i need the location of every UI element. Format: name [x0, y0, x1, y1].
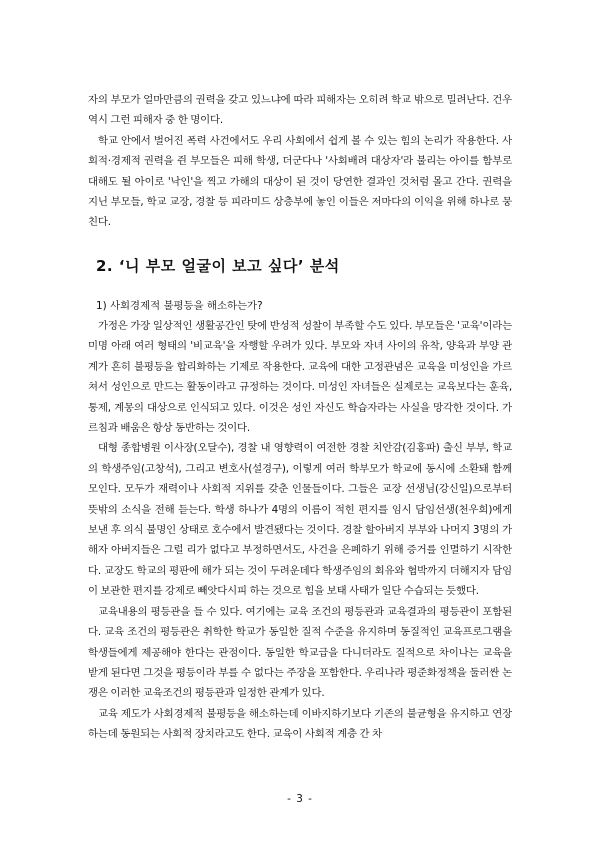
page-number: - 3 -: [287, 793, 313, 805]
intro-text: [88, 90, 512, 233]
body-paragraph-2: 대형 종합병원 이사장(오달수), 경찰 내 영향력이 여전한 경찰 치안감(김홍파) 출신 부부, 학교의 학생주임(고창석), 그리고 변호사(설경구), 이렇게 여러 학부모가 학교에 동시에 소환돼 함께 모인다. 모두가 재력이나 사회적 지위를 갖춘 인물들이다. 그들은 교장 선생님(강신일)으로부터 뜻밖의 소식을 전해 듣는다. 학생 하나가 4명의 이름이 적힌 편지를 임시 담임선생(천우희)에게 보낸 후 의식 불명인 상태로 호수에서 발견됐다는 것이다. 경찰 할아버지 부부와 나머지 3명의 가해자 아버지들은 그럴 리가 없다고 부정하면서도, 사건을 은폐하기 위해 증거를 인멸하기 시작한다. 교장도 학교의 평판에 해가 되는 것이 두려운데다 학생주임의 회유와 협박까지 더해지자 담임이 보관한 편지를 강제로 빼앗다시피 하는 것으로 힘을 보태 사태가 일단 수습되는 듯했다.: [88, 442, 512, 598]
section-heading: 2. ‘니 부모 얼굴이 보고 싶다’ 분석: [96, 257, 340, 275]
intro-paragraph-2: 학교 안에서 벌어진 폭력 사건에서도 우리 사회에서 쉽게 볼 수 있는 힘의 논리가 작용한다. 사회적·경제적 권력을 쥔 부모들은 피해 학생, 더군다나 '사회배려 대상자'라 불리는 아이를 함부로 대해도 될 아이로 '낙인'을 찍고 가해의 대상이 된 것이 당연한 결과인 것처럼 몰고 간다. 권력을 지닌 부모들, 학교 교장, 경찰 등 피라미드 상층부에 놓인 이들은 저마다의 이익을 위해 하나로 뭉친다.: [88, 134, 512, 229]
body-paragraph-4: 교육 제도가 사회경제적 불평등을 해소하는데 이바지하기보다 기존의 불균형을 유지하고 연장하는데 동원되는 사회적 장치라고도 한다. 교육이 사회적 계층 간 차: [88, 707, 512, 741]
intro-paragraph-1: 자의 부모가 얼마만큼의 권력을 갖고 있느냐에 따라 피해자는 오히려 학교 밖으로 밀려난다. 건우 역시 그런 피해자 중 한 명이다.: [88, 94, 512, 127]
sub-heading: 1) 사회경제적 불평등을 해소하는가?: [96, 300, 263, 312]
body-text: [88, 316, 512, 745]
body-paragraph-1: 가정은 가장 일상적인 생활공간인 탓에 반성적 성찰이 부족할 수도 있다. 부모들은 '교육'이라는 미명 아래 여러 형태의 '비교육'을 자행할 우려가 있다. 부모와 자녀 사이의 유착, 양육과 부양 관계가 흔히 불평등을 합리화하는 기제로 작용한다. 교육에 대한 고정관념은 교육을 미성인을 가르쳐서 성인으로 만드는 활동이라고 규정하는 것이다. 미성인 자녀들은 실제로는 교육보다는 훈육, 통제, 계몽의 대상으로 인식되고 있다. 이것은 성인 자신도 학습자라는 사실을 망각한 것이다. 가르침과 배움은 항상 동반하는 것이다.: [88, 320, 512, 435]
body-paragraph-3: 교육내용의 평등관을 들 수 있다. 여기에는 교육 조건의 평등관과 교육결과의 평등관이 포함된다. 교육 조건의 평등관은 취학한 학교가 동일한 질적 수준을 유지하며 동질적인 교육프로그램을 학생들에게 제공해야 한다는 관점이다. 동일한 학교급을 다니더라도 질적으로 차이나는 교육을 받게 된다면 그것을 평등이라 부를 수 없다는 주장을 포함한다. 우리나라 평준화정책을 둘러싼 논쟁은 이러한 교육조건의 평등관과 일정한 관계가 있다.: [88, 605, 512, 700]
